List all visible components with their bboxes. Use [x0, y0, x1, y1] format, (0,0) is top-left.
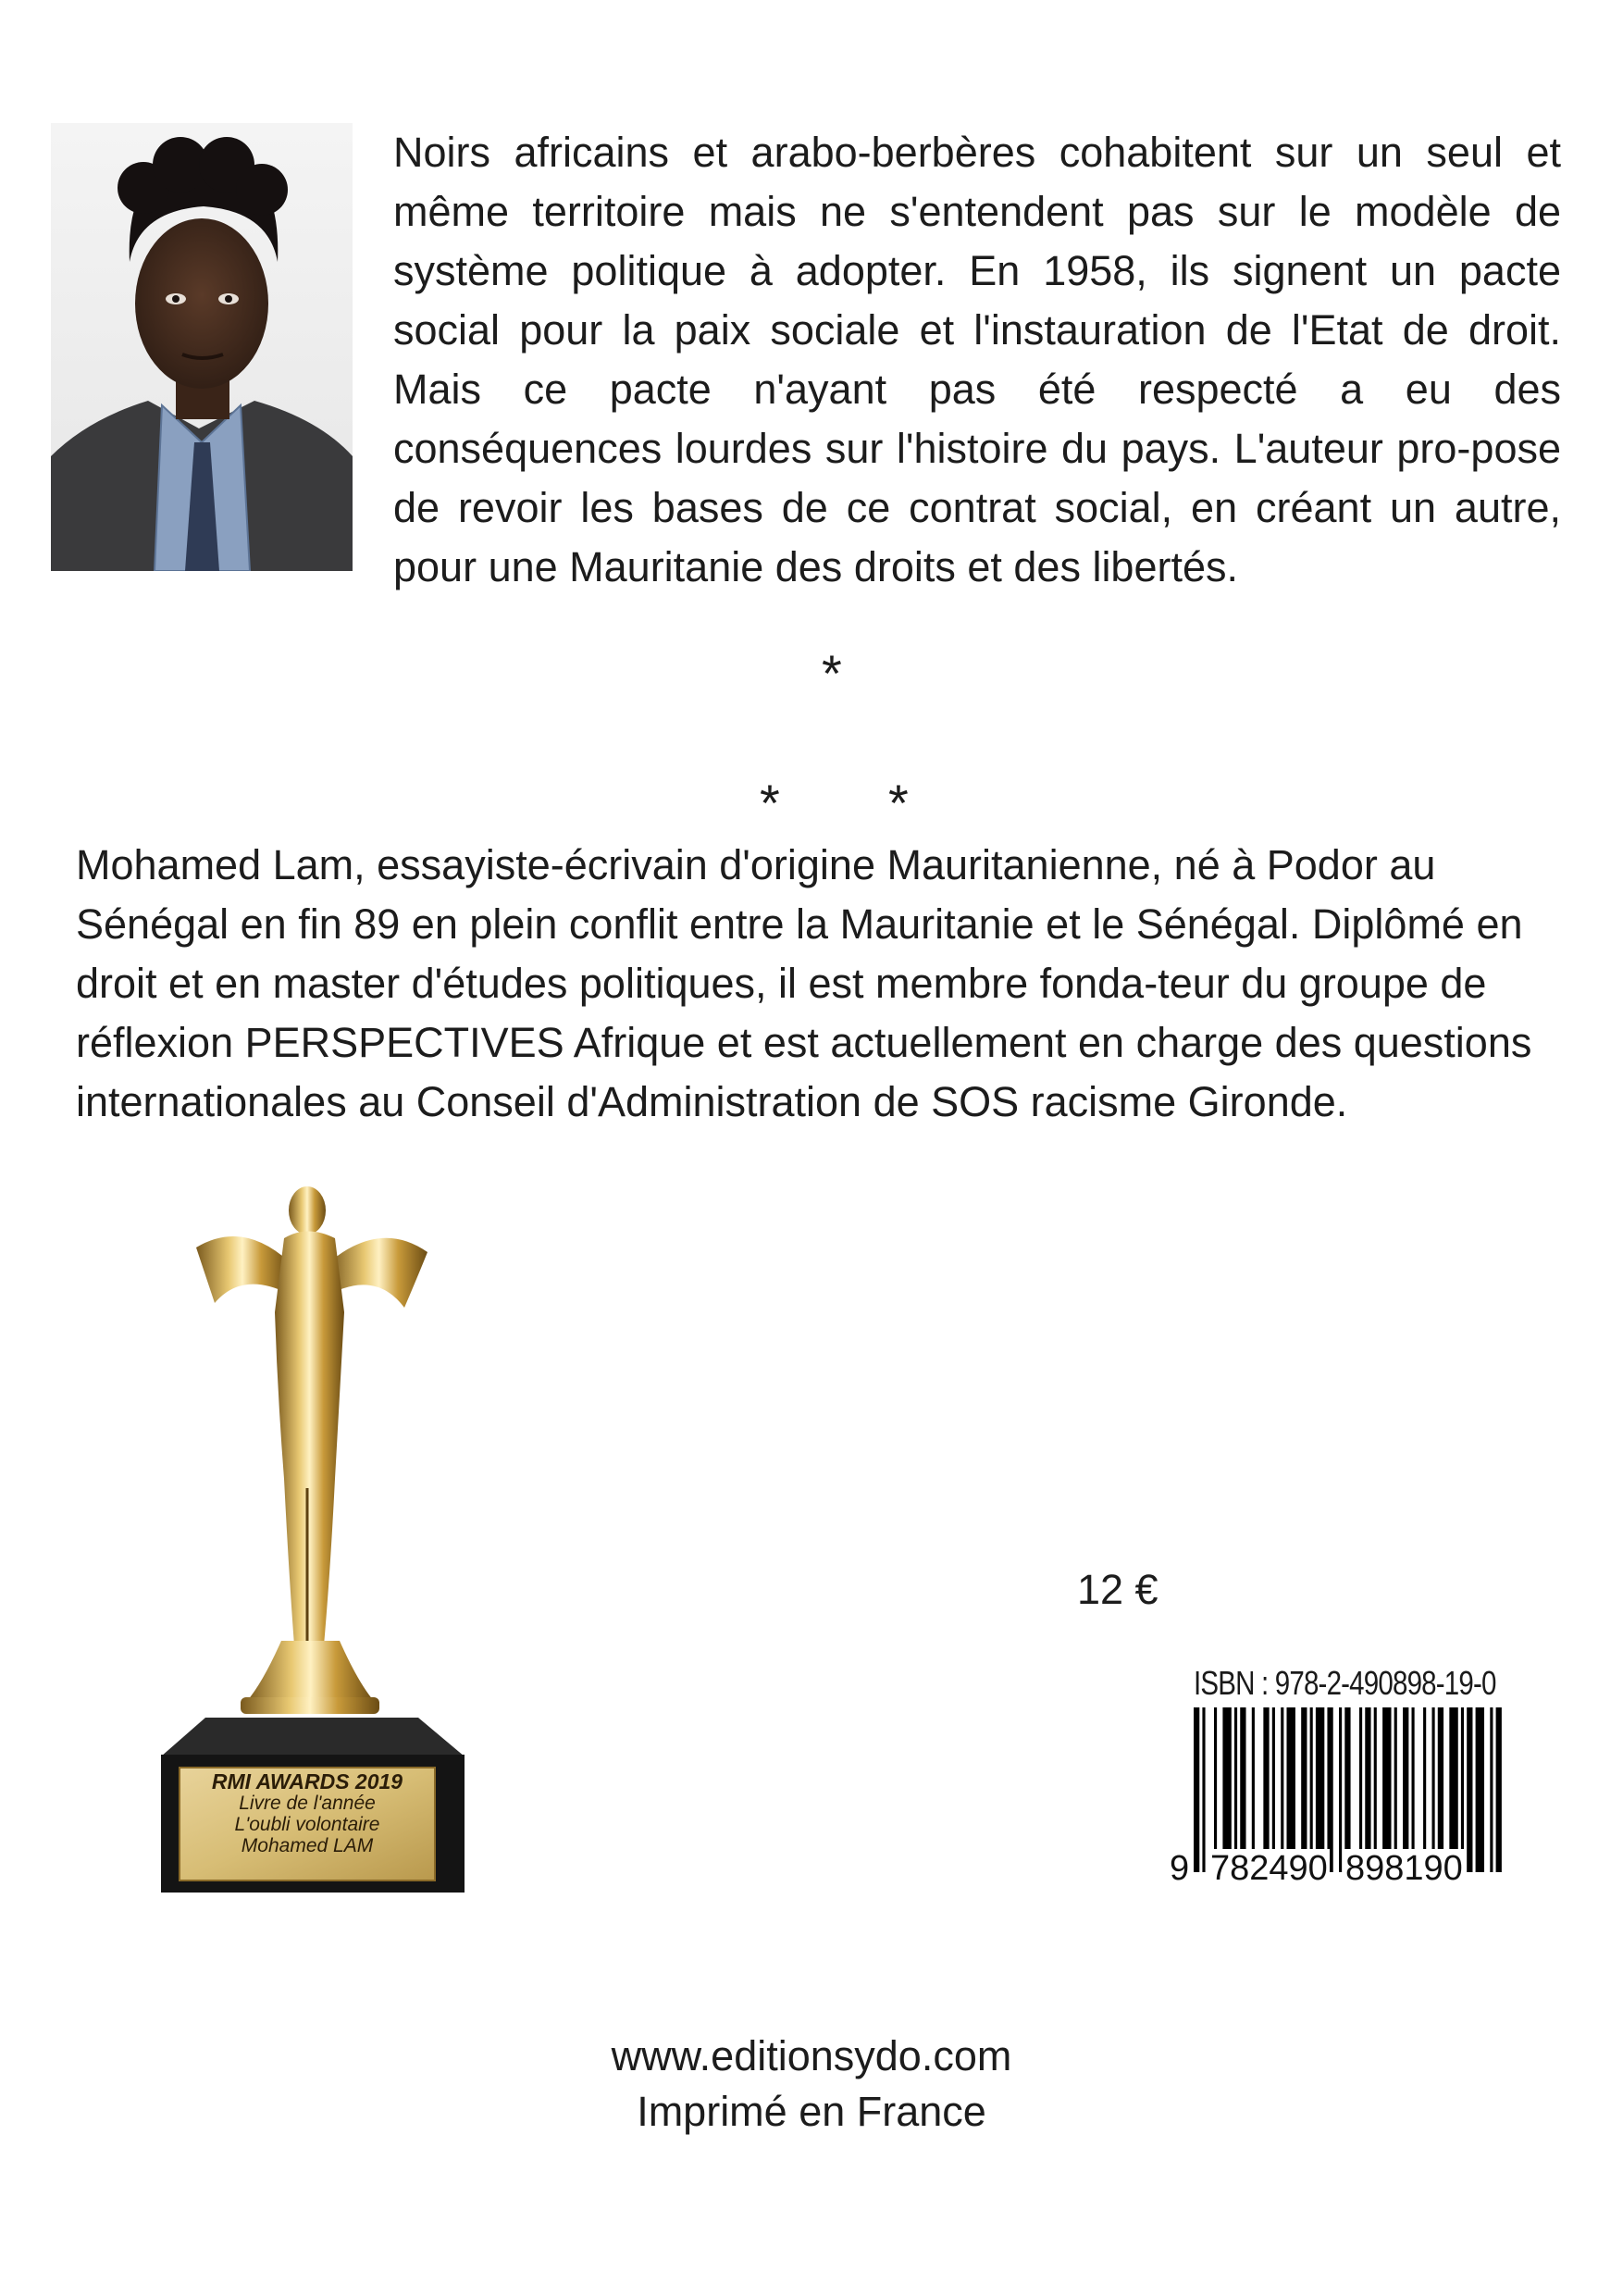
- barcode-bar: [1496, 1707, 1502, 1872]
- barcode-group-right: 898190: [1345, 1849, 1463, 1888]
- barcode-bar: [1344, 1707, 1350, 1872]
- barcode-bar: [1310, 1707, 1313, 1872]
- barcode-bar: [1286, 1707, 1295, 1872]
- printed-in: Imprimé en France: [637, 2088, 986, 2135]
- barcode-group-left: 782490: [1210, 1849, 1328, 1888]
- barcode-bar: [1394, 1707, 1397, 1872]
- barcode-bar: [1412, 1707, 1415, 1872]
- barcode-bar: [1476, 1707, 1484, 1872]
- barcode-bar: [1222, 1707, 1231, 1872]
- barcode-bar: [1316, 1707, 1324, 1872]
- barcode-bar: [1403, 1707, 1408, 1872]
- publisher-website[interactable]: www.editionsydo.com: [611, 2032, 1012, 2079]
- isbn-label: ISBN : 978-2-490898-19-0: [1194, 1664, 1496, 1702]
- barcode-bar: [1438, 1707, 1443, 1872]
- separator-star: *: [888, 774, 909, 832]
- barcode-bar: [1490, 1707, 1493, 1872]
- barcode-bar: [1327, 1707, 1332, 1872]
- award-plaque: [180, 1771, 435, 1856]
- barcode-bar: [1449, 1707, 1457, 1872]
- barcode-bar: [1365, 1707, 1370, 1872]
- barcode: [1194, 1707, 1505, 1872]
- award-author: Mohamed LAM: [241, 1835, 374, 1856]
- barcode-bar: [1281, 1707, 1283, 1872]
- barcode-bar: [1432, 1707, 1435, 1872]
- separator-star: *: [822, 644, 842, 702]
- award-category: Livre de l'année: [239, 1793, 376, 1814]
- barcode-bar: [1272, 1707, 1275, 1872]
- price: 12 €: [1077, 1566, 1158, 1613]
- barcode-bar: [1339, 1707, 1342, 1872]
- footer: [0, 2029, 1623, 2140]
- barcode-icon: [1194, 1707, 1505, 1872]
- barcode-bar: [1359, 1707, 1362, 1872]
- barcode-bar: [1423, 1707, 1426, 1872]
- barcode-bar: [1234, 1707, 1237, 1872]
- author-portrait-illustration: [51, 123, 353, 571]
- barcode-bar: [1252, 1707, 1255, 1872]
- barcode-bar: [1263, 1707, 1269, 1872]
- award-title: RMI AWARDS 2019: [211, 1769, 403, 1793]
- barcode-bar: [1240, 1707, 1245, 1872]
- barcode-bar: [1461, 1707, 1464, 1872]
- barcode-bar: [1467, 1707, 1472, 1872]
- separator-star: *: [760, 774, 780, 832]
- author-bio-text: Mohamed Lam, essayiste-écrivain d'origine Mauritanienne, né à Podor au Sénégal en fin 89 en plein conflit entre la Mauritanie et le Sénégal. Diplômé en droit et en master d'études politiques, il est membre fonda-teur du groupe de réflexion PERSPECTIVES Afrique et est actuellement en charge des questions internationales au Conseil d'Administration de SOS racisme Gironde.: [76, 841, 1532, 1125]
- barcode-bar: [1301, 1707, 1307, 1872]
- barcode-bar: [1214, 1707, 1217, 1872]
- author-photo: [51, 123, 353, 571]
- barcode-bar: [1374, 1707, 1377, 1872]
- barcode-bar: [1382, 1707, 1391, 1872]
- synopsis-text: Noirs africains et arabo-berbères cohabitent sur un seul et même territoire mais ne s'entendent pas sur le modèle de système politique à adopter. En 1958, ils signent un pacte social pour la paix sociale et l'instauration de l'Etat de droit. Mais ce pacte n'ayant pas été respecté a eu des conséquences lourdes sur l'histoire du pays. L'auteur pro-pose de revoir les bases de ce contrat social, en créant un autre, pour une Mauritanie des droits et des libertés.: [393, 129, 1561, 590]
- barcode-digit-first: 9: [1170, 1849, 1190, 1888]
- award-book-title: L'oubli volontaire: [234, 1814, 380, 1835]
- barcode-bar: [1194, 1707, 1199, 1872]
- barcode-bar: [1202, 1707, 1205, 1872]
